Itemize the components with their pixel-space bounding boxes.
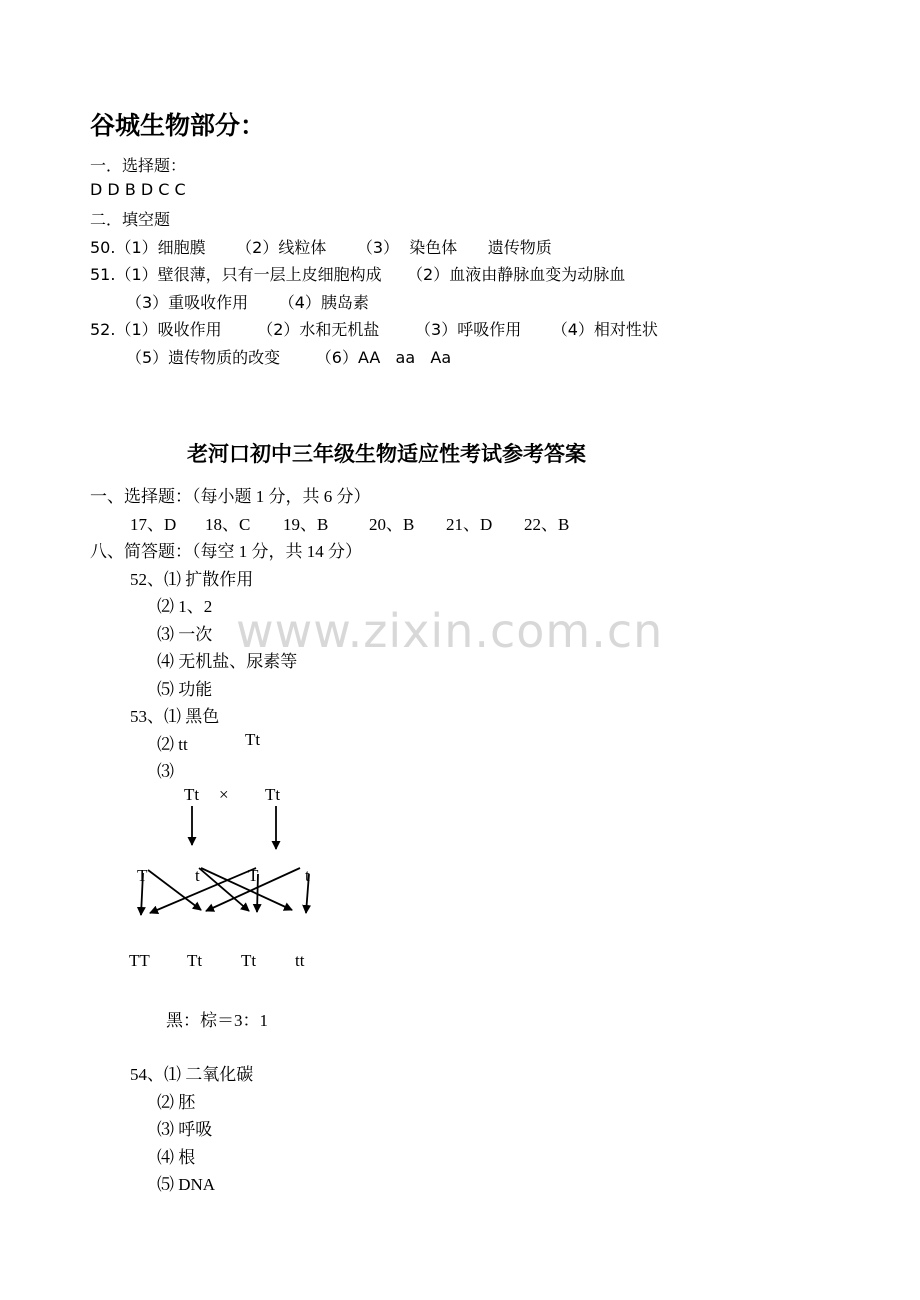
q54-line5: ⑸ DNA [157, 1175, 216, 1194]
offspring-genotype: Tt [241, 951, 257, 970]
part1-sec1-heading: 一．选择题： [90, 156, 187, 175]
q53-line3: ⑶ [157, 762, 174, 781]
gamete-to-offspring-arrow [201, 868, 292, 910]
q52-line1: 52、⑴ 扩散作用 [130, 570, 254, 589]
q52-line2: ⑵ 1、2 [157, 597, 213, 616]
gamete-label: t [195, 866, 200, 885]
parent-genotype: Tt [265, 785, 281, 804]
gamete-label: t [305, 866, 310, 885]
part1-title: 谷城生物部分： [90, 111, 266, 140]
part1-q51-line1: 51.（1）壁很薄，只有一层上皮细胞构成 （2）血液由静脉血变为动脉血 [90, 265, 626, 284]
choice-answer: 18、C [205, 515, 251, 534]
q52-line5: ⑸ 功能 [157, 680, 213, 699]
part1-sec1-answers: D D B D C C [90, 180, 186, 199]
gamete-label: T [137, 866, 148, 885]
gamete-to-offspring-arrow [257, 874, 258, 912]
q54-line1: 54、⑴ 二氧化碳 [130, 1065, 254, 1084]
offspring-genotype: tt [295, 951, 305, 970]
choice-answer: 17、D [130, 515, 177, 534]
part1-sec2-heading: 二．填空题 [90, 210, 171, 229]
q53-line1: 53、⑴ 黑色 [130, 707, 220, 726]
choice-answer: 21、D [446, 515, 493, 534]
q54-line3: ⑶ 呼吸 [157, 1120, 213, 1139]
gamete-to-offspring-arrow [306, 874, 309, 913]
q52-line4: ⑷ 无机盐、尿素等 [157, 652, 298, 671]
gamete-to-offspring-arrow [141, 873, 143, 915]
phenotype-ratio: 黑：棕＝3：1 [166, 1011, 268, 1030]
part1-q52-line2: （5）遗传物质的改变 （6）AA aa Aa [126, 348, 452, 367]
part1-q50: 50.（1）细胞膜 （2）线粒体 （3） 染色体 遗传物质 [90, 238, 552, 257]
gamete-label: T [248, 866, 259, 885]
q53-line2-b: Tt [245, 730, 261, 749]
part2-sec1-heading: 一、选择题：（每小题 1 分，共 6 分） [90, 487, 371, 506]
part2-sec8-heading: 八、简答题：（每空 1 分，共 14 分） [90, 542, 362, 561]
q54-line4: ⑷ 根 [157, 1148, 196, 1167]
offspring-genotype: TT [129, 951, 150, 970]
cross-symbol: × [219, 785, 229, 804]
choice-answer: 22、B [524, 515, 570, 534]
part2-title: 老河口初中三年级生物适应性考试参考答案 [187, 441, 586, 466]
q54-line2: ⑵ 胚 [157, 1093, 196, 1112]
watermark: www.zixin.com.cn [236, 604, 664, 658]
q52-line3: ⑶ 一次 [157, 625, 213, 644]
parent-genotype: Tt [184, 785, 200, 804]
choice-answer: 20、B [369, 515, 415, 534]
part1-q51-line2: （3）重吸收作用 （4）胰岛素 [126, 293, 369, 312]
gamete-to-offspring-arrow [148, 870, 201, 910]
gamete-to-offspring-arrow [206, 868, 300, 911]
part1-q52-line1: 52.（1）吸收作用 （2）水和无机盐 （3）呼吸作用 （4）相对性状 [90, 320, 658, 339]
choice-answer: 19、B [283, 515, 329, 534]
offspring-genotype: Tt [187, 951, 203, 970]
gamete-to-offspring-arrow [150, 866, 259, 913]
q53-line2-a: ⑵ tt [157, 735, 188, 754]
